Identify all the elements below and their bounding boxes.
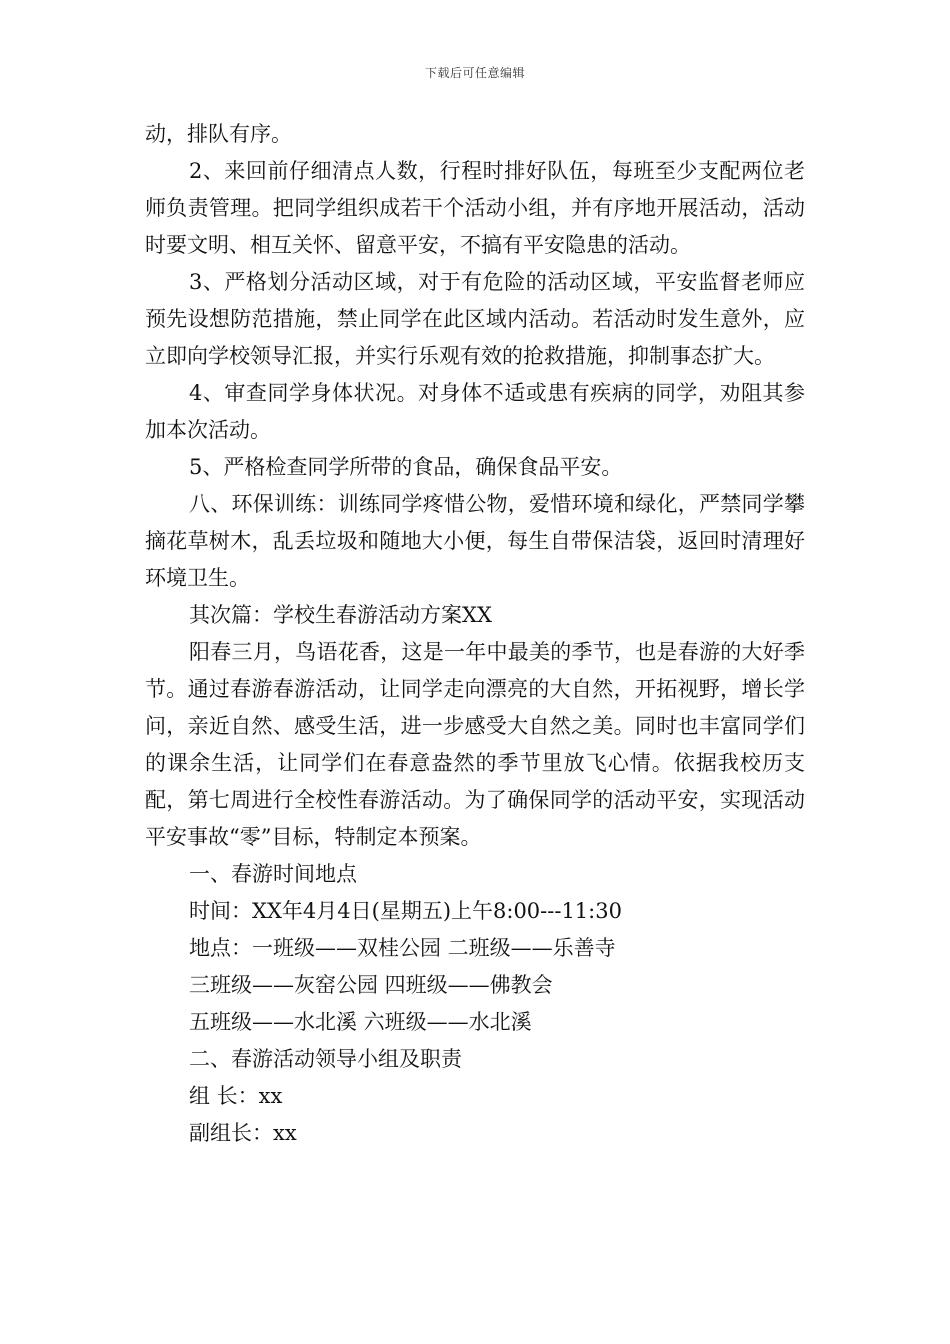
paragraph-item-3: 3、严格划分活动区域，对于有危险的活动区域，平安监督老师应预先设想防范措施，禁止同学在此区域内活动。若活动时发生意外，应立即向学校领导汇报，并实行乐观有效的抢救措施，抑制事态扩大。 [145, 270, 805, 368]
paragraph-continuation: 动，排队有序。 [145, 122, 292, 146]
location-line-3: 五班级——水北溪 六班级——水北溪 [189, 1010, 532, 1034]
deputy-leader-line: 副组长：xx [189, 1121, 297, 1145]
paragraph-intro: 阳春三月，鸟语花香，这是一年中最美的季节，也是春游的大好季节。通过春游春游活动，让同学走向漂亮的大自然，开拓视野，增长学问，亲近自然、感受生活，进一步感受大自然之美。同时也丰富同学们的课余生活，让同学们在春意盎然的季节里放飞心情。依据我校历支配，第七周进行全校性春游活动。为了确保同学的活动平安，实现活动平安事故“零”目标，特制定本预案。 [145, 640, 805, 849]
section-title: 其次篇：学校生春游活动方案XX [189, 603, 492, 627]
heading-leadership-group: 二、春游活动领导小组及职责 [189, 1047, 462, 1071]
paragraph-item-2: 2、来回前仔细清点人数，行程时排好队伍，每班至少支配两位老师负责管理。把同学组织成若干个活动小组，并有序地开展活动，活动时要文明、相互关怀、留意平安，不搞有平安隐患的活动。 [145, 159, 805, 257]
paragraph-item-5: 5、严格检查同学所带的食品，确保食品平安。 [189, 455, 623, 479]
group-leader-line: 组 长：xx [189, 1084, 283, 1108]
location-line-2: 三班级——灰窑公园 四班级——佛教会 [189, 973, 553, 997]
time-line: 时间：XX年4月4日(星期五)上午8:00---11:30 [189, 899, 622, 923]
page-header: 下载后可任意编辑 [424, 66, 525, 80]
paragraph-section-8: 八、环保训练：训练同学疼惜公物，爱惜环境和绿化，严禁同学攀摘花草树木，乱丢垃圾和随地大小便，每生自带保洁袋，返回时清理好环境卫生。 [145, 492, 805, 590]
heading-time-location: 一、春游时间地点 [189, 862, 357, 886]
document-body [145, 116, 805, 1152]
location-line-1: 地点：一班级——双桂公园 二班级——乐善寺 [189, 936, 616, 960]
paragraph-item-4: 4、审查同学身体状况。对身体不适或患有疾病的同学，劝阻其参加本次活动。 [145, 381, 805, 442]
